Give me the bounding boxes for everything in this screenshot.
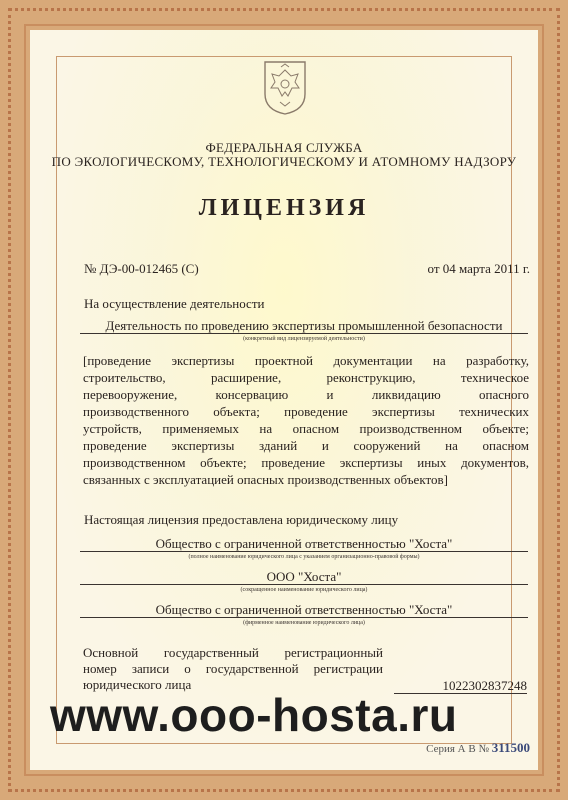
activity-details-line: устройств, применяемых на опасном производственном объекте; bbox=[83, 421, 529, 436]
registration-label-line: юридического лица bbox=[83, 677, 192, 692]
activity-details-line: производственном объекте; проведение экспертизы иных документов, bbox=[83, 455, 529, 470]
activity-details-line: связанных с эксплуатацией опасных производственных объектов] bbox=[83, 472, 448, 487]
registration-label bbox=[83, 645, 383, 693]
activity-type: Деятельность по проведению экспертизы промышленной безопасности bbox=[105, 318, 503, 333]
activity-details-line: проведение экспертизы зданий и сооружений на опасном bbox=[83, 438, 529, 453]
holder-brand-name-underline bbox=[80, 617, 528, 618]
activity-details-line: перевооружение, консервацию и ликвидацию опасного bbox=[83, 387, 529, 402]
activity-details-line: [проведение экспертизы проектной документации на разработку, bbox=[83, 353, 529, 368]
license-date: от 04 марта 2011 г. bbox=[427, 261, 530, 276]
holder-short-name-underline bbox=[80, 584, 528, 585]
ogrn-value: 1022302837248 bbox=[442, 678, 527, 693]
activity-details bbox=[83, 352, 529, 488]
holder-full-name-underline bbox=[80, 551, 528, 552]
holder-short-name: ООО "Хоста" bbox=[266, 569, 342, 584]
holder-full-name: Общество с ограниченной ответственностью "Хоста" bbox=[155, 536, 453, 551]
agency-name-line1: ФЕДЕРАЛЬНАЯ СЛУЖБА bbox=[205, 140, 363, 155]
activity-details-line: строительство, расширение, реконструкцию, техническое bbox=[83, 370, 529, 385]
website-watermark: www.ooo-hosta.ru bbox=[50, 689, 458, 741]
registration-label-line: Основной государственный регистрационный bbox=[83, 645, 383, 660]
series-value: 311500 bbox=[491, 740, 530, 755]
series-label: Серия А В № bbox=[426, 743, 489, 755]
registration-label-line: номер записи о государственной регистрации bbox=[83, 661, 383, 676]
activity-type-underline bbox=[80, 333, 528, 334]
series-number bbox=[426, 740, 530, 756]
holder-intro: Настоящая лицензия предоставлена юридическому лицу bbox=[84, 512, 399, 527]
activity-type-caption: (конкретный вид лицензируемой деятельности) bbox=[243, 336, 365, 342]
activity-intro: На осуществление деятельности bbox=[84, 296, 265, 311]
agency-name-line2: ПО ЭКОЛОГИЧЕСКОМУ, ТЕХНОЛОГИЧЕСКОМУ И АТОМНОМУ НАДЗОРУ bbox=[51, 154, 517, 169]
holder-brand-name-caption: (фирменное наименование юридического лица) bbox=[243, 620, 365, 626]
document-title: ЛИЦЕНЗИЯ bbox=[198, 195, 370, 221]
holder-full-name-caption: (полное наименование юридического лица с указанием организационно-правовой формы) bbox=[188, 554, 420, 560]
license-number: № ДЭ-00-012465 (С) bbox=[84, 261, 199, 276]
holder-short-name-caption: (сокращенное наименование юридического лица) bbox=[240, 587, 368, 593]
activity-details-line: производственного объекта; проведение экспертизы технических bbox=[83, 404, 529, 419]
russian-coat-of-arms-icon bbox=[262, 58, 308, 116]
holder-brand-name: Общество с ограниченной ответственностью "Хоста" bbox=[155, 602, 453, 617]
